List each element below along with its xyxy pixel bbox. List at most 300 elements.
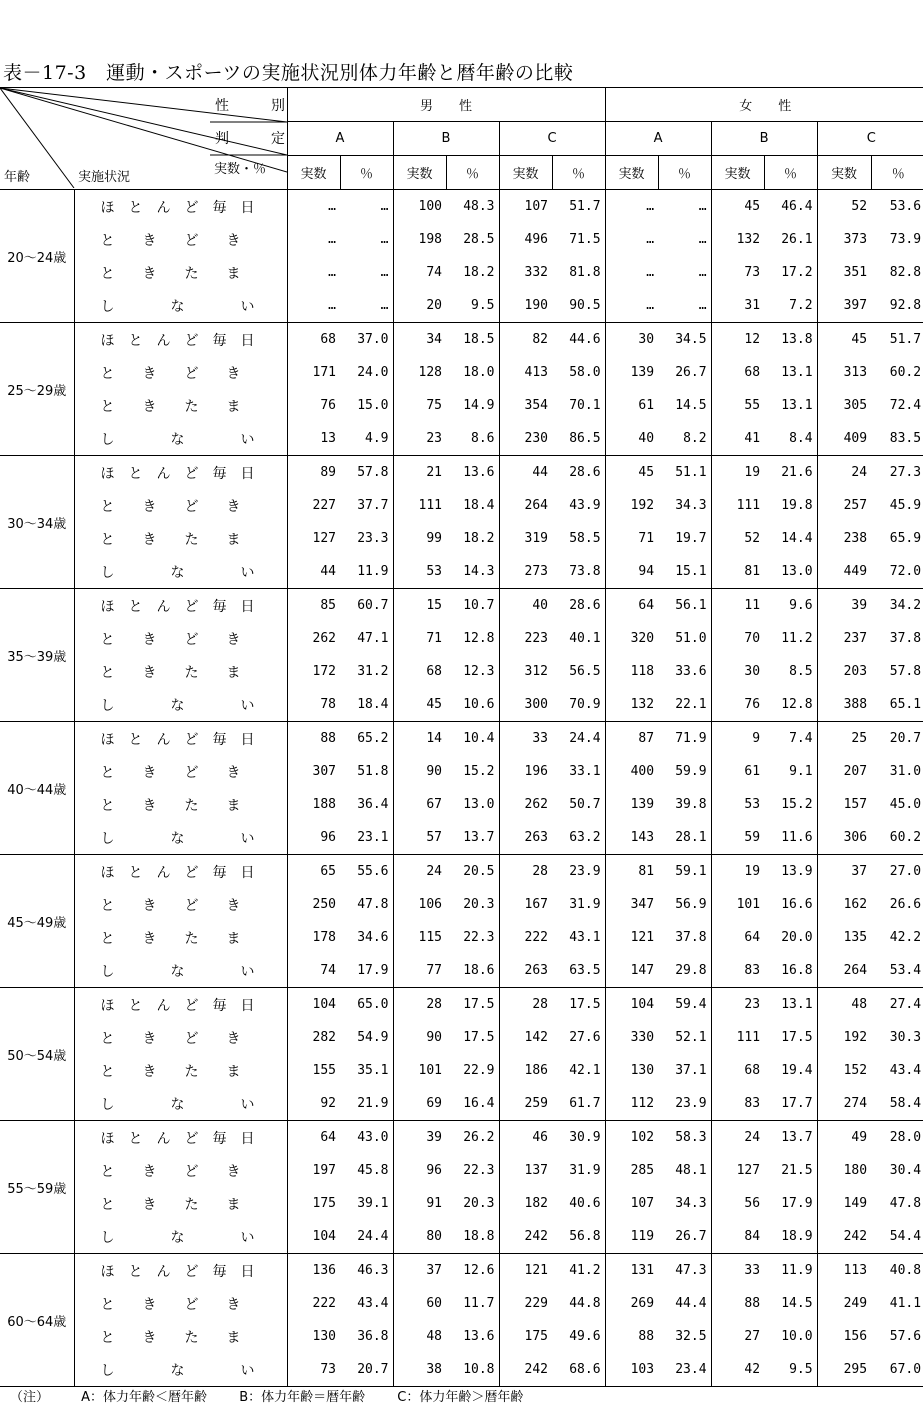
count-cell: 24 <box>711 1121 764 1155</box>
count-cell: 127 <box>711 1154 764 1187</box>
status-cell: し な い <box>74 422 287 456</box>
age-group-cell: 40～44歳 <box>0 722 74 855</box>
count-cell: 351 <box>817 256 871 289</box>
pct-cell: 13.6 <box>463 465 495 480</box>
count-cell: 70 <box>711 622 764 655</box>
sex-label: 性 別 <box>215 98 285 114</box>
status-cell: と き ど き <box>74 888 287 921</box>
count-cell: 106 <box>393 888 446 921</box>
pct-cell: 8.4 <box>764 422 817 456</box>
count-cell: 143 <box>605 821 658 855</box>
count-cell: … <box>287 190 340 224</box>
pct-cell: 10.7 <box>463 598 495 613</box>
count-cell: 19 <box>711 855 764 889</box>
pct-cell: 40.1 <box>569 631 601 646</box>
count-cell: 31 <box>711 289 764 323</box>
pct-cell: 46.3 <box>357 1263 389 1278</box>
count-cell: 330 <box>605 1021 658 1054</box>
count-cell: 34 <box>393 323 446 357</box>
pct-cell: 11.9 <box>340 555 393 589</box>
count-cell: 49 <box>817 1121 871 1155</box>
count-cell: 28 <box>499 988 552 1022</box>
status-cell: と き ど き <box>74 622 287 655</box>
count-cell: 82 <box>499 323 552 357</box>
count-cell: 172 <box>287 655 340 688</box>
count-cell: 190 <box>499 289 552 323</box>
pct-cell: 27.6 <box>569 1030 601 1045</box>
count-cell: 319 <box>499 522 552 555</box>
count-cell: 305 <box>817 389 871 422</box>
pct-cell: 15.0 <box>357 398 389 413</box>
table-row <box>0 821 923 855</box>
pct-cell: 24.0 <box>357 365 389 380</box>
count-cell: 65 <box>287 855 340 889</box>
count-cell: 99 <box>393 522 446 555</box>
count-cell: 242 <box>817 1220 871 1254</box>
group-b-male: B <box>393 122 499 156</box>
pct-cell: 11.9 <box>781 1263 813 1278</box>
count-cell: 61 <box>711 755 764 788</box>
pct-cell: 56.8 <box>552 1220 605 1254</box>
pct-cell: 68.6 <box>552 1353 605 1387</box>
table-row <box>0 589 923 623</box>
pct-cell: 19.8 <box>781 498 813 513</box>
count-cell: 175 <box>287 1187 340 1220</box>
status-cell: と き た ま <box>74 522 287 555</box>
note-c: C：体力年齢＞暦年齢 <box>397 1390 524 1405</box>
count-cell: 192 <box>817 1021 871 1054</box>
pct-cell: 39.1 <box>357 1196 389 1211</box>
table-row <box>0 655 923 688</box>
group-c-male: C <box>499 122 605 156</box>
count-cell: 88 <box>711 1287 764 1320</box>
pct-cell: 37.7 <box>357 498 389 513</box>
count-col-header: 実数 <box>605 156 658 190</box>
count-cell: 107 <box>605 1187 658 1220</box>
table-row <box>0 1254 923 1288</box>
age-label: 年齢 <box>4 170 31 185</box>
pct-cell: 12.8 <box>463 631 495 646</box>
count-cell: 111 <box>711 489 764 522</box>
pct-cell: 20.3 <box>463 1196 495 1211</box>
pct-cell: 57.8 <box>357 465 389 480</box>
pct-cell: 17.5 <box>463 997 495 1012</box>
pct-cell: 13.1 <box>781 398 813 413</box>
count-cell: 53 <box>711 788 764 821</box>
pct-cell: 43.0 <box>357 1130 389 1145</box>
pct-cell: 26.2 <box>463 1130 495 1145</box>
table-row <box>0 1054 923 1087</box>
count-cell: 103 <box>605 1353 658 1387</box>
count-cell: 147 <box>605 954 658 988</box>
count-cell: 157 <box>817 788 871 821</box>
count-cell: 128 <box>393 356 446 389</box>
pct-cell: 70.9 <box>552 688 605 722</box>
pct-cell: 14.3 <box>446 555 499 589</box>
pct-cell: 13.7 <box>446 821 499 855</box>
count-cell: 44 <box>287 555 340 589</box>
pct-cell: 81.8 <box>569 265 601 280</box>
count-cell: 92 <box>287 1087 340 1121</box>
pct-cell: 13.0 <box>764 555 817 589</box>
count-cell: 88 <box>287 722 340 756</box>
count-cell: 73 <box>711 256 764 289</box>
pct-cell: 46.4 <box>781 199 813 214</box>
count-cell: 90 <box>393 1021 446 1054</box>
status-cell: し な い <box>74 821 287 855</box>
status-cell: し な い <box>74 688 287 722</box>
count-cell: 24 <box>393 855 446 889</box>
pct-cell: 47.8 <box>889 1196 922 1211</box>
pct-cell: 18.6 <box>446 954 499 988</box>
count-col-header: 実数 <box>711 156 764 190</box>
table-row <box>0 855 923 889</box>
table-row <box>0 1187 923 1220</box>
pct-cell: 42.2 <box>889 930 922 945</box>
count-cell: 101 <box>711 888 764 921</box>
count-cell: 24 <box>817 456 871 490</box>
pct-cell: 8.6 <box>446 422 499 456</box>
count-cell: 68 <box>711 1054 764 1087</box>
count-cell: 37 <box>393 1254 446 1288</box>
count-cell: … <box>287 289 340 323</box>
table-title: 表－17-3 運動・スポーツの実施状況別体力年齢と暦年齢の比較 <box>3 62 574 84</box>
count-cell: 259 <box>499 1087 552 1121</box>
pct-cell: 59.9 <box>675 764 707 779</box>
age-group-cell: 20～24歳 <box>0 190 74 323</box>
count-cell: 115 <box>393 921 446 954</box>
count-cell: 40 <box>499 589 552 623</box>
count-cell: 295 <box>817 1353 871 1387</box>
count-cell: 45 <box>711 190 764 224</box>
count-cell: 39 <box>393 1121 446 1155</box>
count-col-header: 実数 <box>287 156 340 190</box>
pct-cell: 47.3 <box>675 1263 707 1278</box>
footnote <box>10 1386 551 1405</box>
count-cell: … <box>605 289 658 323</box>
pct-cell: 45.0 <box>889 797 922 812</box>
pct-cell: 71.5 <box>569 232 601 247</box>
pct-cell: 26.7 <box>675 365 707 380</box>
pct-cell: 13.1 <box>781 997 813 1012</box>
status-cell: と き た ま <box>74 1187 287 1220</box>
count-cell: 76 <box>287 389 340 422</box>
count-cell: 242 <box>499 1220 552 1254</box>
pct-cell: 22.9 <box>463 1063 495 1078</box>
pct-cell: 56.5 <box>569 664 601 679</box>
pct-cell: 26.1 <box>781 232 813 247</box>
count-cell: 59 <box>711 821 764 855</box>
pct-cell: 60.7 <box>357 598 389 613</box>
group-a-male: A <box>287 122 393 156</box>
pct-cell: 21.5 <box>781 1163 813 1178</box>
pct-cell: 58.4 <box>871 1087 923 1121</box>
pct-cell: 30.3 <box>889 1030 922 1045</box>
age-group-cell: 45～49歳 <box>0 855 74 988</box>
count-cell: 60 <box>393 1287 446 1320</box>
pct-cell: 20.7 <box>889 731 922 746</box>
pct-cell: 10.4 <box>463 731 495 746</box>
count-cell: 69 <box>393 1087 446 1121</box>
table-row <box>0 289 923 323</box>
count-cell: 25 <box>817 722 871 756</box>
table-row <box>0 422 923 456</box>
status-cell: と き た ま <box>74 256 287 289</box>
count-cell: 121 <box>499 1254 552 1288</box>
count-col-header: 実数 <box>393 156 446 190</box>
table-row <box>0 1087 923 1121</box>
count-cell: 118 <box>605 655 658 688</box>
pct-cell: 28.6 <box>569 598 601 613</box>
pct-cell: 47.1 <box>357 631 389 646</box>
pct-cell: 47.8 <box>357 897 389 912</box>
pct-cell: 18.2 <box>463 265 495 280</box>
table-row <box>0 356 923 389</box>
count-cell: 88 <box>605 1320 658 1353</box>
pct-cell: 72.4 <box>889 398 922 413</box>
age-group-cell: 50～54歳 <box>0 988 74 1121</box>
count-cell: 104 <box>287 1220 340 1254</box>
pct-cell: 43.1 <box>569 930 601 945</box>
count-cell: 223 <box>499 622 552 655</box>
count-cell: 131 <box>605 1254 658 1288</box>
count-cell: … <box>605 223 658 256</box>
count-cell: 264 <box>817 954 871 988</box>
pct-cell: 27.0 <box>889 864 922 879</box>
status-cell: ほ と ん ど 毎 日 <box>74 190 287 224</box>
count-cell: 84 <box>711 1220 764 1254</box>
group-a-female: A <box>605 122 711 156</box>
count-cell: 23 <box>711 988 764 1022</box>
pct-cell: 23.3 <box>357 531 389 546</box>
table-row <box>0 223 923 256</box>
table-row <box>0 522 923 555</box>
count-cell: 198 <box>393 223 446 256</box>
table-row <box>0 788 923 821</box>
pct-cell: 9.1 <box>789 764 813 779</box>
table-row <box>0 954 923 988</box>
pct-cell: 14.5 <box>675 398 707 413</box>
pct-cell: 17.9 <box>340 954 393 988</box>
pct-col-header: ％ <box>446 156 499 190</box>
age-group-cell: 55～59歳 <box>0 1121 74 1254</box>
pct-cell: 37.8 <box>675 930 707 945</box>
table-row <box>0 456 923 490</box>
pct-cell: 56.9 <box>675 897 707 912</box>
count-cell: 52 <box>817 190 871 224</box>
pct-cell: 13.0 <box>463 797 495 812</box>
pct-cell: 37.8 <box>889 631 922 646</box>
pct-cell: 58.0 <box>569 365 601 380</box>
pct-cell: 8.2 <box>658 422 711 456</box>
status-cell: ほ と ん ど 毎 日 <box>74 1254 287 1288</box>
table-row <box>0 389 923 422</box>
pct-cell: 73.8 <box>552 555 605 589</box>
table-row <box>0 688 923 722</box>
count-cell: 263 <box>499 821 552 855</box>
count-cell: 264 <box>499 489 552 522</box>
pct-cell: 16.8 <box>764 954 817 988</box>
count-cell: 197 <box>287 1154 340 1187</box>
status-cell: と き ど き <box>74 223 287 256</box>
count-cell: 83 <box>711 954 764 988</box>
count-cell: 28 <box>393 988 446 1022</box>
table-row <box>0 1287 923 1320</box>
pct-cell: 19.7 <box>675 531 707 546</box>
count-cell: 107 <box>499 190 552 224</box>
female-header: 女 性 <box>605 88 923 122</box>
pct-cell: 31.2 <box>357 664 389 679</box>
pct-cell: 63.5 <box>552 954 605 988</box>
pct-col-header: ％ <box>552 156 605 190</box>
count-cell: 230 <box>499 422 552 456</box>
status-cell: ほ と ん ど 毎 日 <box>74 722 287 756</box>
count-cell: 78 <box>287 688 340 722</box>
count-cell: 28 <box>499 855 552 889</box>
pct-cell: 18.5 <box>463 332 495 347</box>
age-group-cell: 35～39歳 <box>0 589 74 722</box>
count-cell: 300 <box>499 688 552 722</box>
count-cell: 89 <box>287 456 340 490</box>
pct-cell: 26.6 <box>889 897 922 912</box>
count-cell: 57 <box>393 821 446 855</box>
count-cell: 413 <box>499 356 552 389</box>
count-cell: 273 <box>499 555 552 589</box>
pct-cell: 23.4 <box>658 1353 711 1387</box>
count-cell: 332 <box>499 256 552 289</box>
count-cell: 188 <box>287 788 340 821</box>
count-cell: 249 <box>817 1287 871 1320</box>
count-cell: 94 <box>605 555 658 589</box>
table-row <box>0 1353 923 1387</box>
table-row <box>0 755 923 788</box>
count-cell: 269 <box>605 1287 658 1320</box>
table-row <box>0 622 923 655</box>
pct-cell: 30.9 <box>569 1130 601 1145</box>
note-mark: （注） <box>10 1390 50 1405</box>
pct-cell: 44.8 <box>569 1296 601 1311</box>
pct-cell: 9.6 <box>789 598 813 613</box>
pct-col-header: ％ <box>340 156 393 190</box>
count-cell: 397 <box>817 289 871 323</box>
count-cell: 167 <box>499 888 552 921</box>
count-cell: 373 <box>817 223 871 256</box>
table-row <box>0 888 923 921</box>
count-cell: 48 <box>393 1320 446 1353</box>
pct-cell: 7.4 <box>789 731 813 746</box>
pct-col-header: ％ <box>764 156 817 190</box>
pct-cell: 48.3 <box>463 199 495 214</box>
status-cell: と き た ま <box>74 788 287 821</box>
status-cell: と き ど き <box>74 356 287 389</box>
count-cell: 96 <box>393 1154 446 1187</box>
pct-cell: 28.5 <box>463 232 495 247</box>
status-cell: と き た ま <box>74 1054 287 1087</box>
pct-cell: 40.6 <box>569 1196 601 1211</box>
pct-cell: 51.8 <box>357 764 389 779</box>
count-cell: 68 <box>287 323 340 357</box>
pct-cell: … <box>380 199 389 214</box>
pct-cell: 27.4 <box>889 997 922 1012</box>
count-cell: 101 <box>393 1054 446 1087</box>
count-cell: 263 <box>499 954 552 988</box>
pct-cell: 40.8 <box>889 1263 922 1278</box>
pct-cell: 13.9 <box>781 864 813 879</box>
status-cell: し な い <box>74 289 287 323</box>
pct-cell: 20.7 <box>340 1353 393 1387</box>
male-header: 男 性 <box>287 88 605 122</box>
pct-cell: 17.5 <box>463 1030 495 1045</box>
count-cell: 262 <box>499 788 552 821</box>
pct-cell: 24.4 <box>340 1220 393 1254</box>
count-col-header: 実数 <box>817 156 871 190</box>
count-cell: 130 <box>287 1320 340 1353</box>
count-cell: 56 <box>711 1187 764 1220</box>
pct-cell: 50.7 <box>569 797 601 812</box>
table-row <box>0 1021 923 1054</box>
count-cell: 64 <box>287 1121 340 1155</box>
pct-cell: 57.6 <box>889 1329 922 1344</box>
count-cell: 274 <box>817 1087 871 1121</box>
count-cell: 320 <box>605 622 658 655</box>
pct-cell: … <box>698 199 707 214</box>
pct-cell: 28.1 <box>658 821 711 855</box>
count-cell: 104 <box>287 988 340 1022</box>
count-cell: … <box>287 256 340 289</box>
table-row <box>0 1121 923 1155</box>
pct-cell: 16.6 <box>781 897 813 912</box>
count-cell: 149 <box>817 1187 871 1220</box>
pct-cell: 10.8 <box>446 1353 499 1387</box>
count-cell: 196 <box>499 755 552 788</box>
count-cell: 388 <box>817 688 871 722</box>
pct-cell: 58.5 <box>569 531 601 546</box>
status-cell: と き た ま <box>74 389 287 422</box>
count-cell: 13 <box>287 422 340 456</box>
count-cell: 20 <box>393 289 446 323</box>
pct-cell: 51.1 <box>675 465 707 480</box>
count-cell: 33 <box>499 722 552 756</box>
count-cell: 227 <box>287 489 340 522</box>
pct-cell: 45.8 <box>357 1163 389 1178</box>
count-cell: 496 <box>499 223 552 256</box>
pct-cell: 7.2 <box>764 289 817 323</box>
pct-cell: 23.1 <box>340 821 393 855</box>
pct-cell: 36.4 <box>357 797 389 812</box>
status-label: 実施状況 <box>78 170 131 185</box>
age-group-cell: 25～29歳 <box>0 323 74 456</box>
pct-cell: 17.7 <box>764 1087 817 1121</box>
table-row <box>0 256 923 289</box>
count-cell: 48 <box>817 988 871 1022</box>
count-cell: 306 <box>817 821 871 855</box>
count-cell: 222 <box>499 921 552 954</box>
count-cell: 14 <box>393 722 446 756</box>
pct-cell: 59.1 <box>675 864 707 879</box>
count-cell: 30 <box>711 655 764 688</box>
pct-cell: 14.9 <box>463 398 495 413</box>
count-cell: 139 <box>605 356 658 389</box>
count-cell: 102 <box>605 1121 658 1155</box>
count-cell: 77 <box>393 954 446 988</box>
count-cell: 55 <box>711 389 764 422</box>
pct-col-header: ％ <box>658 156 711 190</box>
pct-cell: 18.4 <box>340 688 393 722</box>
pct-cell: 23.9 <box>658 1087 711 1121</box>
count-cell: 45 <box>605 456 658 490</box>
pct-cell: 43.4 <box>889 1063 922 1078</box>
table-row <box>0 489 923 522</box>
